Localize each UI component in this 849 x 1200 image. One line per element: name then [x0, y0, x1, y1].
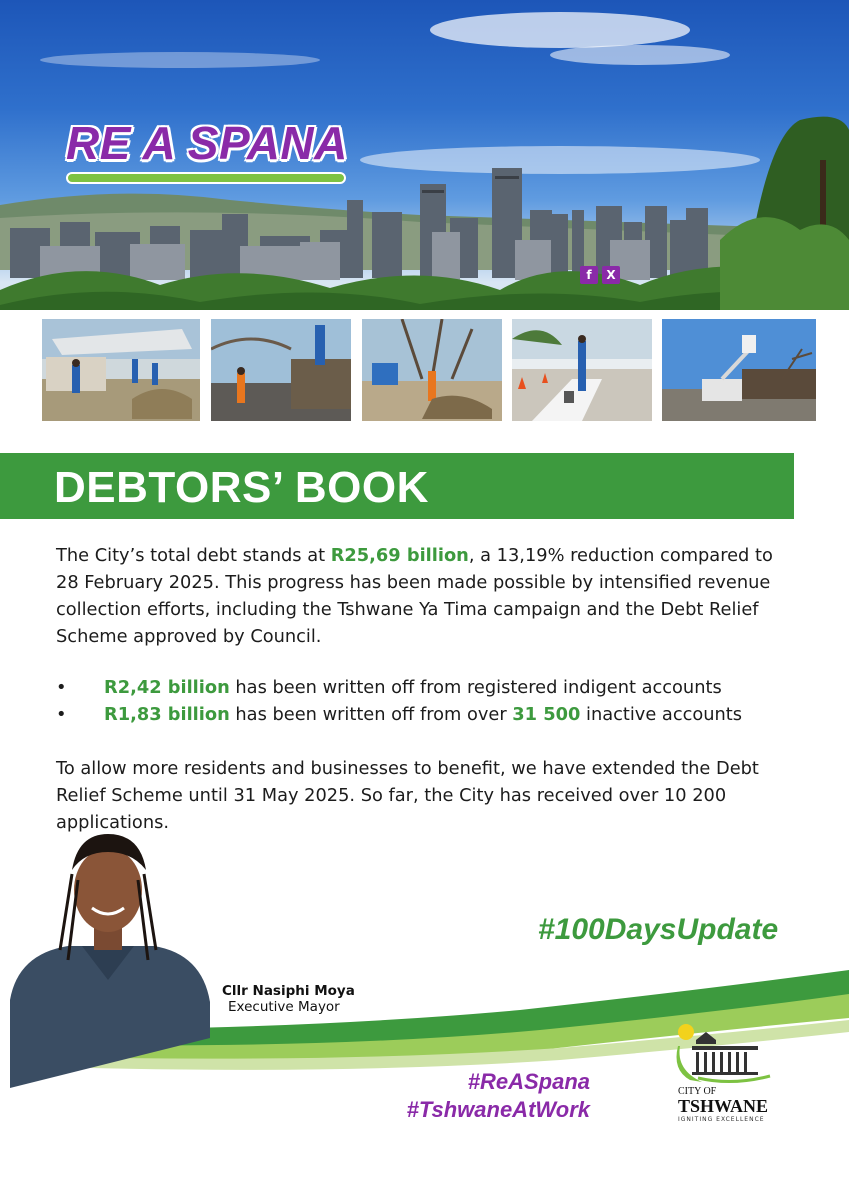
inactive-write-off-text: has been written off from over — [229, 704, 513, 725]
bullet-marker: • — [56, 704, 67, 725]
brand-underline — [66, 172, 346, 184]
photo-road-marking — [509, 316, 655, 424]
logo-city-of-text: CITY OF — [678, 1086, 717, 1097]
city-of-tshwane-logo-icon — [662, 1020, 772, 1086]
logo-tagline: IGNITING EXCELLENCE — [678, 1116, 765, 1123]
hashtag-100-days-update[interactable]: #100DaysUpdate — [538, 913, 779, 946]
photo-road-repair — [208, 316, 354, 424]
total-debt-value: R25,69 billion — [330, 545, 469, 566]
bullet-marker: • — [56, 677, 67, 698]
relief-scheme-paragraph: To allow more residents and businesses to benefit, we have extended the Debt Relief Scheme until 31 May 2025. So far, the City has received over 10 200 applications. — [56, 758, 759, 833]
debt-paragraph-intro: The City’s total debt stands at — [56, 545, 331, 566]
debt-paragraph-rest: , a 13,19% reduction compared to 28 February 2025. This progress has been made possible by intensified revenue collection efforts, including the Tshwane Ya Tima campaign and the Debt Relief Scheme approved by Council. — [56, 545, 773, 647]
debt-paragraph — [56, 542, 796, 650]
list-item — [56, 674, 816, 701]
section-title: DEBTORS’ BOOK — [54, 463, 429, 512]
mayor-portrait — [8, 830, 212, 1094]
hashtag-tshwane-at-work[interactable]: #TshwaneAtWork — [406, 1097, 590, 1122]
list-item — [56, 701, 816, 728]
indigent-write-off-text: has been written off from registered indigent accounts — [229, 677, 722, 698]
photo-tree-cutting — [359, 316, 505, 424]
indigent-write-off-value: R2,42 billion — [104, 677, 230, 698]
inactive-write-off-value: R1,83 billion — [104, 704, 230, 725]
hashtag-re-a-spana[interactable]: #ReASpana — [467, 1069, 590, 1094]
social-icons — [580, 266, 620, 284]
mayor-name: Cllr Nasiphi Moya — [222, 983, 355, 999]
photo-workers-clearing-debris — [39, 316, 203, 424]
photo-streetlight-repair — [659, 316, 819, 424]
logo-tshwane-text: TSHWANE — [678, 1096, 769, 1116]
inactive-accounts-count: 31 500 — [512, 704, 581, 725]
write-off-list — [56, 674, 816, 728]
inactive-write-off-suffix: inactive accounts — [580, 704, 743, 725]
mayor-title: Executive Mayor — [228, 999, 340, 1015]
hero-banner — [0, 0, 849, 362]
campaign-hashtags — [366, 1068, 590, 1124]
brand-title: RE A SPANA — [66, 117, 348, 169]
brand-logo — [66, 116, 348, 170]
x-twitter-icon[interactable]: X — [602, 266, 620, 284]
facebook-icon[interactable]: f — [580, 266, 598, 284]
